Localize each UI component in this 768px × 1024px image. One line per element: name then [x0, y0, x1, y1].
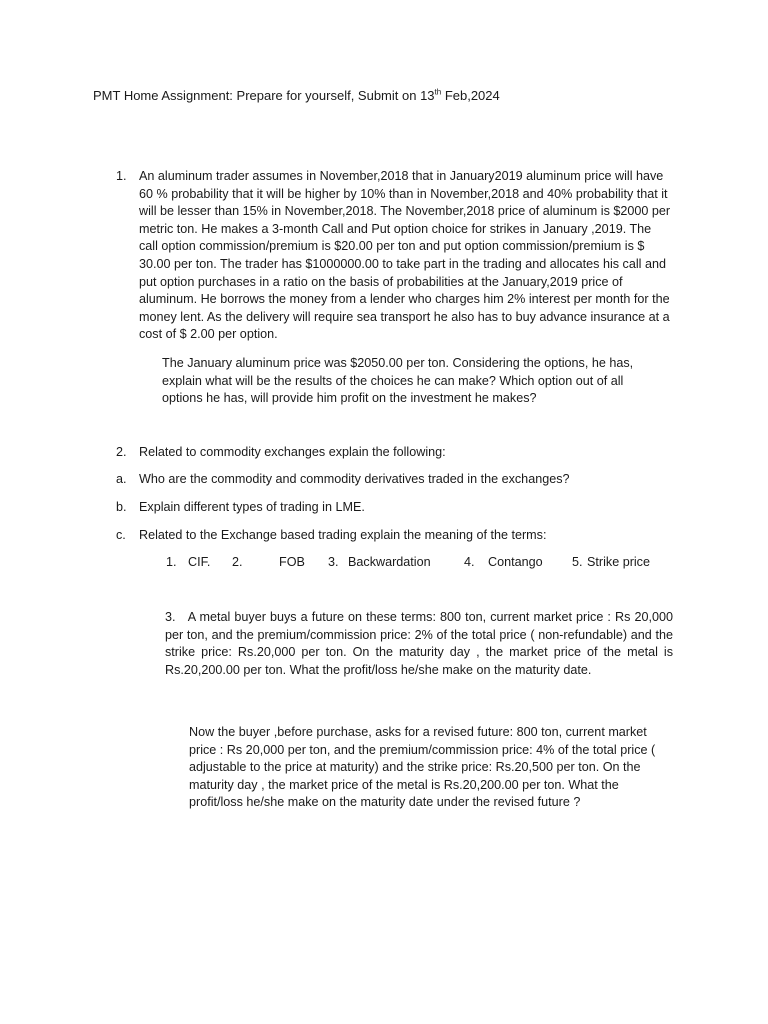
term-4-label: Contango	[488, 555, 543, 569]
term-3-label: Backwardation	[348, 555, 431, 569]
term-5-number: 5.	[572, 555, 583, 569]
question-1-text: An aluminum trader assumes in November,2018 that in January2019 aluminum price will have 60 % probability that it will be higher by 10% than in November,2018 and 40% probability that it will be lesser than 15% in November,2018. The November,2018 price of aluminum is $2000 per metric ton. He makes a 3-month Call and Put option choice for strikes in January ,2019. The call option commission/premium is $20.00 per ton and put option commission/premium is $ 30.00 per ton. The trader has $1000000.00 to take part in the trading and allocates his call and put option purchases in a ratio on the basis of probabilities at the January,2019 price of aluminum. He borrows the money from a lender who charges him 2% interest per month for the money lent. As the delivery will require sea transport he also has to buy advance insurance at a cost of $ 2.00 per option.	[139, 169, 671, 342]
page-title	[93, 87, 500, 105]
question-3-followup: Now the buyer ,before purchase, asks for a revised future: 800 ton, current market price : Rs 20,000 per ton, and the premium/commission price: 4% of the total price ( adjustable to the price at maturity) and the strike price: Rs.20,500 per ton. On the maturity day , the market price of the metal is Rs.20,200.00 per ton. What the profit/loss he/she make on the maturity date under the revised future ?	[189, 725, 656, 810]
term-3-number: 3.	[328, 555, 339, 569]
question-1-number: 1.	[116, 169, 127, 183]
title-superscript: th	[434, 87, 442, 97]
item-a-letter: a.	[116, 472, 127, 486]
title-suffix: Feb,2024	[441, 88, 500, 103]
term-1-number: 1.	[166, 555, 177, 569]
question-1-followup: The January aluminum price was $2050.00 per ton. Considering the options, he has, explain what will be the results of the choices he can make? Which option out of all options he has, will provide him profit on the investment he makes?	[162, 356, 634, 406]
term-4-number: 4.	[464, 555, 475, 569]
item-c-text: Related to the Exchange based trading explain the meaning of the terms:	[139, 528, 547, 542]
question-3-number: 3.	[165, 610, 176, 624]
terms-list	[0, 554, 768, 572]
question-3-block	[165, 609, 673, 679]
item-c-letter: c.	[116, 528, 126, 542]
term-1-label: CIF.	[188, 555, 211, 569]
question-2-number: 2.	[116, 445, 127, 459]
term-5-label: Strike price	[587, 555, 650, 569]
question-2-text: Related to commodity exchanges explain the following:	[139, 445, 446, 459]
item-a-text: Who are the commodity and commodity derivatives traded in the exchanges?	[139, 472, 570, 486]
term-2-number: 2.	[232, 555, 243, 569]
term-2-label: FOB	[279, 555, 305, 569]
item-b-letter: b.	[116, 500, 127, 514]
question-3-text: A metal buyer buys a future on these terms: 800 ton, current market price : Rs 20,000 per ton, and the premium/commission price: 2% of the total price ( non-refundable) and the strike price: Rs.20,000 per ton. On the maturity day , the market price of the metal is Rs.20,200.00 per ton. What the profit/loss he/she make on the maturity date.	[165, 610, 673, 677]
item-b-text: Explain different types of trading in LME.	[139, 500, 365, 514]
title-prefix: PMT Home Assignment: Prepare for yourself, Submit on 13	[93, 88, 435, 103]
